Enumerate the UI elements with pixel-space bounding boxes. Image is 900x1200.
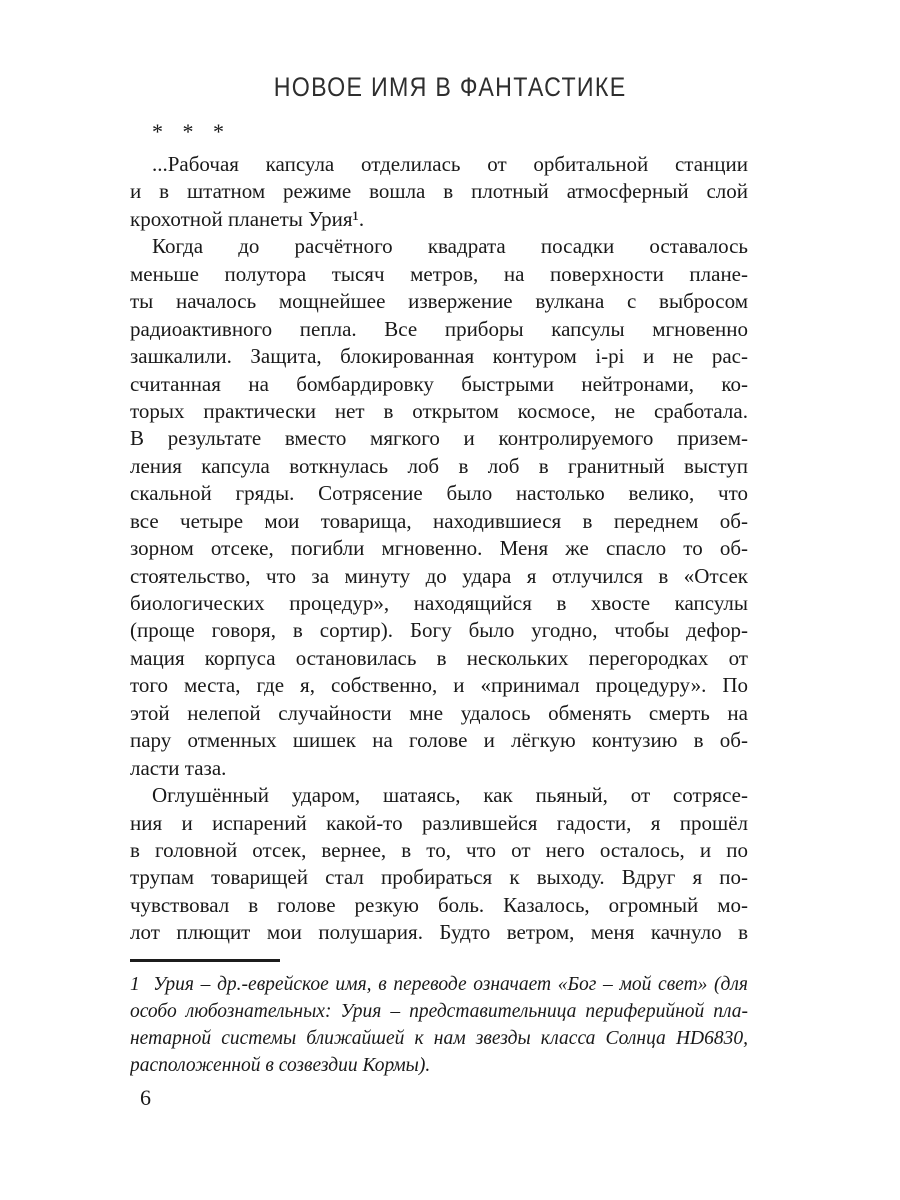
body-text (130, 151, 748, 947)
body-text-line: этой нелепой случайности мне удалось обменять смерть на (130, 700, 748, 725)
body-text-line: ния и испарений какой-то разлившейся гадости, я прошёл (130, 810, 748, 835)
body-text-line: Оглушённый ударом, шатаясь, как пьяный, от сотрясе- (152, 783, 748, 808)
footnote (130, 971, 748, 1079)
body-text-line: зорном отсеке, погибли мгновенно. Меня же спасло то об- (130, 536, 748, 561)
section-break-asterisks: * * * (152, 119, 231, 144)
body-text-line: ления капсула воткнулась лоб в лоб в гранитный выступ (130, 453, 748, 478)
footnote-line: особо любознательных: Урия – представительница периферийной пла- (130, 1001, 748, 1022)
body-text-line: радиоактивного пепла. Все приборы капсулы мгновенно (130, 316, 748, 341)
body-text-line: торых практически нет в открытом космосе, не сработала. (130, 398, 748, 423)
body-text-line: ...Рабочая капсула отделилась от орбитальной станции (152, 152, 748, 176)
body-text-line: скальной гряды. Сотрясение было настолько велико, что (130, 481, 748, 506)
body-text-line: меньше полутора тысяч метров, на поверхности плане- (130, 261, 748, 286)
page-number: 6 (140, 1085, 151, 1110)
body-text-line: крохотной планеты Урия¹. (130, 206, 365, 231)
body-text-line: трупам товарищей стал пробираться к выходу. Вдруг я по- (130, 865, 748, 890)
running-header-title: НОВОЕ ИМЯ В ФАНТАСТИКЕ (273, 72, 627, 102)
body-text-line: (проще говоря, в сортир). Богу было угодно, чтобы дефор- (130, 618, 748, 643)
body-text-line: того места, где я, собственно, и «принимал процедуру». По (130, 673, 748, 698)
body-text-line: лот плющит мои полушария. Будто ветром, меня качнуло в (130, 920, 748, 945)
footnote-line: 1 Урия – др.-еврейское имя, в переводе означает «Бог – мой свет» (для (130, 974, 748, 995)
body-text-line: стоятельство, что за минуту до удара я отлучился в «Отсек (130, 563, 748, 588)
body-text-line: мация корпуса остановилась в нескольких перегородках от (130, 645, 748, 670)
footnote-divider (130, 959, 280, 962)
body-text-line: биологических процедур», находящийся в хвосте капсулы (130, 591, 748, 615)
body-text-line: считанная на бомбардировку быстрыми нейтронами, ко- (130, 371, 748, 396)
body-text-line: В результате вместо мягкого и контролируемого призем- (130, 426, 748, 451)
body-text-line: и в штатном режиме вошла в плотный атмосферный слой (130, 179, 748, 204)
body-text-line: пару отменных шишек на голове и лёгкую контузию в об- (130, 728, 748, 753)
body-text-line: зашкалили. Защита, блокированная контуром i-pi и не рас- (130, 344, 748, 369)
body-text-line: Когда до расчётного квадрата посадки оставалось (152, 234, 748, 259)
footnote-line: расположенной в созвездии Кормы). (130, 1055, 431, 1076)
body-text-line: в головной отсек, вернее, в то, что от него осталось, и по (130, 837, 748, 862)
body-text-line: чувствовал в голове резкую боль. Казалось, огромный мо- (130, 892, 748, 917)
footnote-line: нетарной системы ближайшей к нам звезды класса Солнца HD6830, (130, 1028, 748, 1049)
body-text-line: ты началось мощнейшее извержение вулкана с выбросом (130, 289, 748, 314)
body-text-line: все четыре мои товарища, находившиеся в переднем об- (130, 508, 748, 533)
body-text-line: ласти таза. (130, 755, 227, 780)
running-header (0, 72, 900, 103)
